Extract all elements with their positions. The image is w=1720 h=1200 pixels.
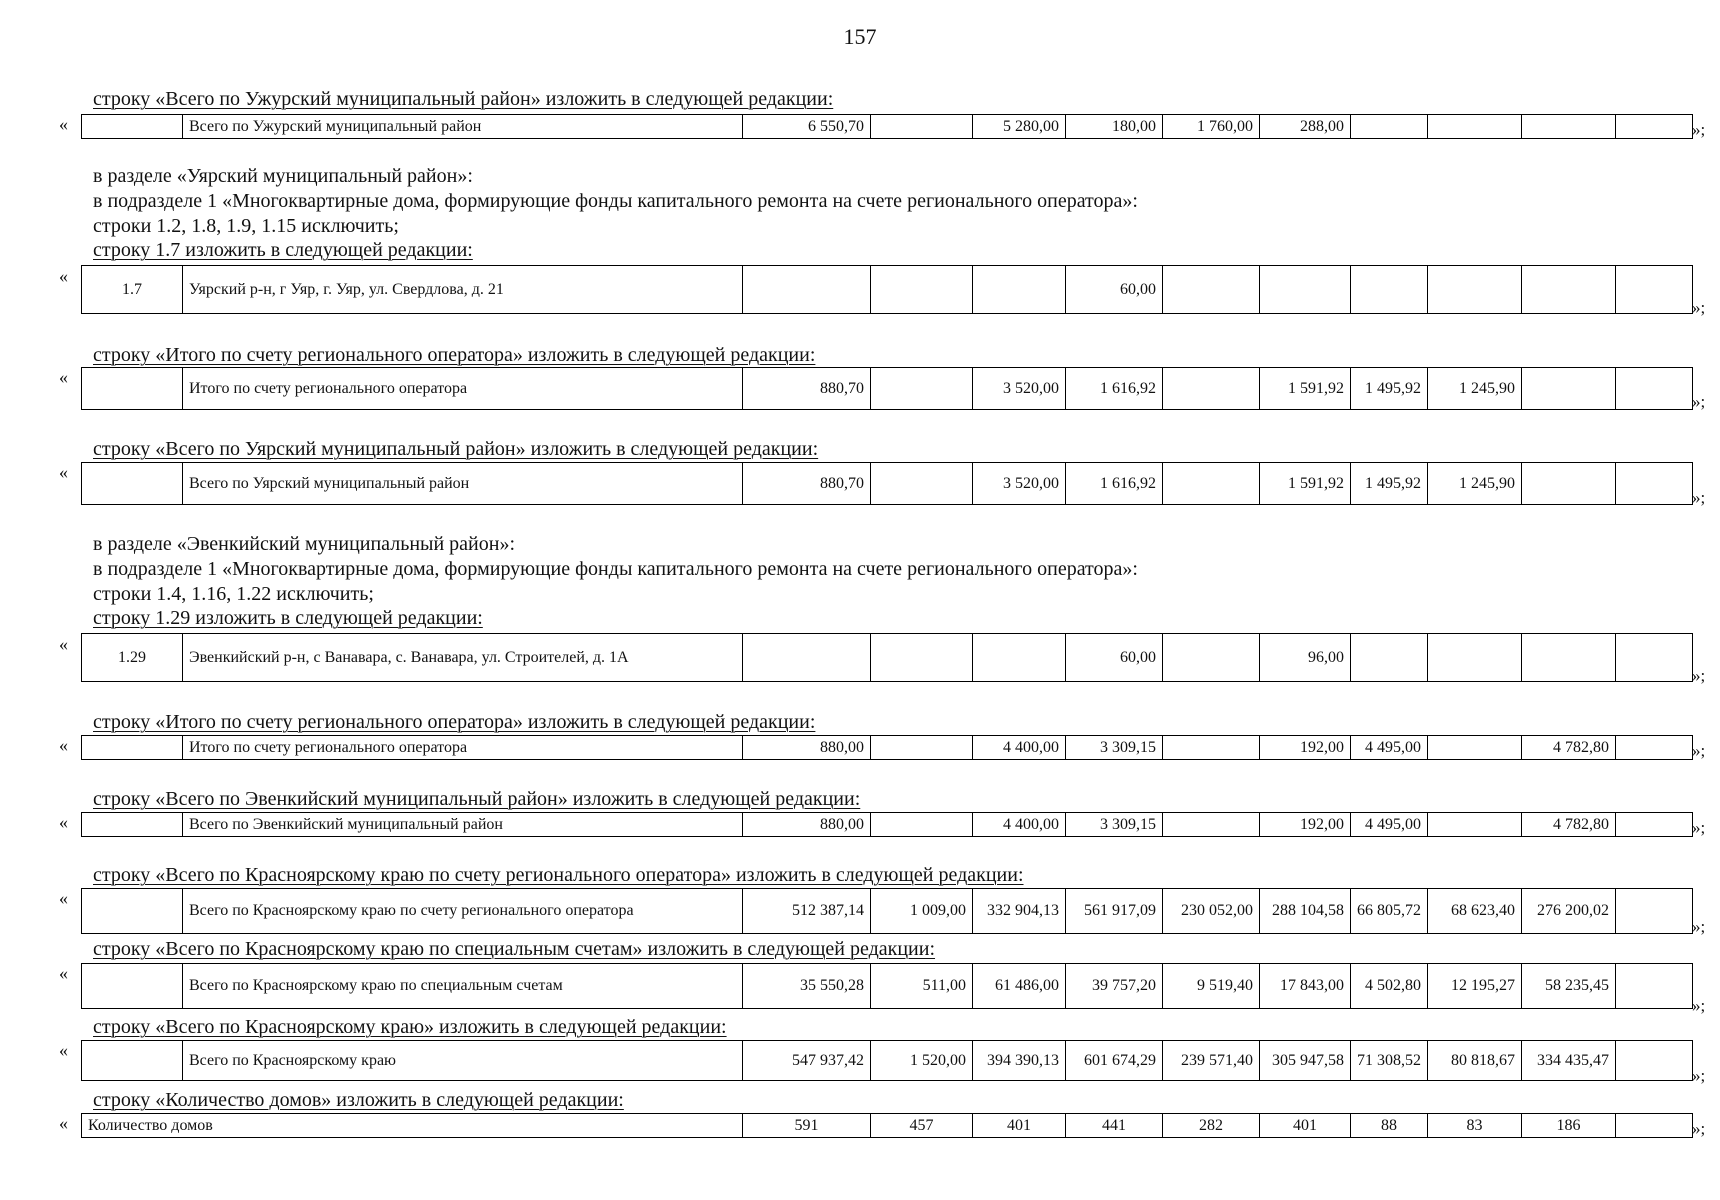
value-cell — [973, 266, 1066, 314]
row-number-cell: 1.29 — [82, 634, 183, 682]
value-cell: 68 623,40 — [1428, 889, 1522, 934]
value-cell: 1 616,92 — [1066, 368, 1163, 410]
value-cell: 305 947,58 — [1260, 1041, 1351, 1081]
value-cell — [1616, 368, 1693, 410]
value-cell: 332 904,13 — [973, 889, 1066, 934]
value-cell — [1616, 634, 1693, 682]
instruction-line: строку «Всего по Уярский муниципальный район» изложить в следующей редакции: — [93, 438, 819, 460]
value-cell: 880,00 — [743, 813, 871, 837]
amendment-row-table — [81, 114, 1693, 139]
instruction-line: строку «Всего по Красноярскому краю» изложить в следующей редакции: — [93, 1016, 727, 1038]
close-quote: »; — [1692, 298, 1706, 317]
row-name-cell: Итого по счету регионального оператора — [183, 736, 743, 760]
instruction-line: строку «Итого по счету регионального оператора» изложить в следующей редакции: — [93, 344, 816, 366]
value-cell: 61 486,00 — [973, 964, 1066, 1009]
open-quote: « — [59, 1040, 68, 1060]
value-cell — [1163, 266, 1260, 314]
open-quote: « — [59, 1113, 68, 1133]
instruction-line: строку «Всего по Ужурский муниципальный район» изложить в следующей редакции: — [93, 88, 834, 110]
value-cell: 288,00 — [1260, 115, 1351, 139]
value-cell: 1 760,00 — [1163, 115, 1260, 139]
amendment-row-table — [81, 367, 1693, 410]
value-cell: 401 — [973, 1114, 1066, 1138]
row-number-cell — [82, 368, 183, 410]
amendment-row-table — [81, 462, 1693, 505]
close-quote: »; — [1692, 666, 1706, 685]
value-cell — [1616, 1114, 1693, 1138]
value-cell: 6 550,70 — [743, 115, 871, 139]
open-quote: « — [59, 634, 68, 654]
value-cell: 880,70 — [743, 463, 871, 505]
page-number: 157 — [843, 24, 877, 49]
value-cell: 394 390,13 — [973, 1041, 1066, 1081]
instruction-line: строку «Всего по Эвенкийский муниципальный район» изложить в следующей редакции: — [93, 788, 861, 810]
value-cell: 230 052,00 — [1163, 889, 1260, 934]
value-cell — [1351, 115, 1428, 139]
value-cell — [1522, 266, 1616, 314]
value-cell — [871, 368, 973, 410]
value-cell: 4 495,00 — [1351, 736, 1428, 760]
subsection-heading: в подразделе 1 «Многоквартирные дома, формирующие фонды капитального ремонта на счете регионального оператора»: — [93, 190, 1138, 212]
value-cell: 39 757,20 — [1066, 964, 1163, 1009]
value-cell — [871, 813, 973, 837]
value-cell — [1428, 813, 1522, 837]
exclusion-line: строки 1.4, 1.16, 1.22 исключить; — [93, 583, 374, 605]
close-quote: »; — [1692, 996, 1706, 1015]
value-cell: 4 400,00 — [973, 736, 1066, 760]
value-cell: 80 818,67 — [1428, 1041, 1522, 1081]
value-cell: 4 782,80 — [1522, 736, 1616, 760]
value-cell — [1522, 463, 1616, 505]
value-cell: 71 308,52 — [1351, 1041, 1428, 1081]
value-cell — [871, 266, 973, 314]
close-quote: »; — [1692, 1119, 1706, 1138]
row-name-cell: Всего по Красноярскому краю по специальным счетам — [183, 964, 743, 1009]
open-quote: « — [59, 963, 68, 983]
value-cell: 880,00 — [743, 736, 871, 760]
value-cell — [1163, 368, 1260, 410]
value-cell: 1 616,92 — [1066, 463, 1163, 505]
value-cell — [871, 463, 973, 505]
value-cell: 1 520,00 — [871, 1041, 973, 1081]
row-name-cell: Всего по Красноярскому краю по счету регионального оператора — [183, 889, 743, 934]
open-quote: « — [59, 114, 68, 134]
value-cell: 276 200,02 — [1522, 889, 1616, 934]
row-name-cell: Итого по счету регионального оператора — [183, 368, 743, 410]
value-cell — [1522, 115, 1616, 139]
section-heading: в разделе «Эвенкийский муниципальный район»: — [93, 533, 516, 555]
value-cell: 4 782,80 — [1522, 813, 1616, 837]
value-cell — [743, 634, 871, 682]
amendment-row-table — [81, 735, 1693, 760]
value-cell — [1616, 266, 1693, 314]
value-cell — [1428, 634, 1522, 682]
value-cell — [1428, 266, 1522, 314]
exclusion-line: строки 1.2, 1.8, 1.9, 1.15 исключить; — [93, 215, 399, 237]
value-cell: 591 — [743, 1114, 871, 1138]
open-quote: « — [59, 888, 68, 908]
row-name-cell: Всего по Уярский муниципальный район — [183, 463, 743, 505]
amendment-row-table — [81, 1040, 1693, 1081]
row-number-cell — [82, 736, 183, 760]
row-number-cell — [82, 463, 183, 505]
value-cell — [1616, 115, 1693, 139]
value-cell: 288 104,58 — [1260, 889, 1351, 934]
value-cell: 12 195,27 — [1428, 964, 1522, 1009]
value-cell: 83 — [1428, 1114, 1522, 1138]
value-cell — [1616, 1041, 1693, 1081]
value-cell: 1 009,00 — [871, 889, 973, 934]
row-name-cell: Эвенкийский р-н, с Ванавара, с. Ванавара, ул. Строителей, д. 1А — [183, 634, 743, 682]
value-cell: 1 245,90 — [1428, 463, 1522, 505]
value-cell: 192,00 — [1260, 813, 1351, 837]
close-quote: »; — [1692, 488, 1706, 507]
value-cell — [1163, 736, 1260, 760]
value-cell: 1 495,92 — [1351, 463, 1428, 505]
value-cell: 4 495,00 — [1351, 813, 1428, 837]
value-cell — [1351, 266, 1428, 314]
value-cell: 1 495,92 — [1351, 368, 1428, 410]
value-cell — [1616, 463, 1693, 505]
value-cell: 547 937,42 — [743, 1041, 871, 1081]
value-cell: 180,00 — [1066, 115, 1163, 139]
close-quote: »; — [1692, 120, 1706, 139]
open-quote: « — [59, 462, 68, 482]
amendment-row-table — [81, 265, 1693, 314]
value-cell — [1260, 266, 1351, 314]
value-cell: 60,00 — [1066, 634, 1163, 682]
open-quote: « — [59, 812, 68, 832]
value-cell: 192,00 — [1260, 736, 1351, 760]
amendment-row-table — [81, 1113, 1693, 1138]
row-name-cell: Количество домов — [82, 1114, 743, 1138]
value-cell — [1616, 813, 1693, 837]
open-quote: « — [59, 735, 68, 755]
value-cell: 1 591,92 — [1260, 368, 1351, 410]
value-cell: 5 280,00 — [973, 115, 1066, 139]
row-number-cell: 1.7 — [82, 266, 183, 314]
value-cell: 457 — [871, 1114, 973, 1138]
value-cell: 88 — [1351, 1114, 1428, 1138]
value-cell — [1522, 634, 1616, 682]
instruction-line: строку «Всего по Красноярскому краю по счету регионального оператора» изложить в следующей редакции: — [93, 864, 1024, 886]
value-cell: 35 550,28 — [743, 964, 871, 1009]
value-cell — [1616, 736, 1693, 760]
instruction-line: строку 1.7 изложить в следующей редакции: — [93, 239, 473, 261]
amendment-row-table — [81, 633, 1693, 682]
value-cell: 60,00 — [1066, 266, 1163, 314]
value-cell — [871, 634, 973, 682]
value-cell — [1616, 889, 1693, 934]
value-cell: 561 917,09 — [1066, 889, 1163, 934]
value-cell — [1428, 115, 1522, 139]
row-name-cell: Всего по Эвенкийский муниципальный район — [183, 813, 743, 837]
row-name-cell: Уярский р-н, г Уяр, г. Уяр, ул. Свердлова, д. 21 — [183, 266, 743, 314]
value-cell — [1522, 368, 1616, 410]
close-quote: »; — [1692, 917, 1706, 936]
value-cell: 282 — [1163, 1114, 1260, 1138]
value-cell: 3 309,15 — [1066, 813, 1163, 837]
row-number-cell — [82, 813, 183, 837]
row-name-cell: Всего по Красноярскому краю — [183, 1041, 743, 1081]
value-cell: 96,00 — [1260, 634, 1351, 682]
value-cell — [871, 115, 973, 139]
value-cell: 334 435,47 — [1522, 1041, 1616, 1081]
value-cell: 4 502,80 — [1351, 964, 1428, 1009]
section-heading: в разделе «Уярский муниципальный район»: — [93, 165, 473, 187]
amendment-row-table — [81, 812, 1693, 837]
value-cell: 3 520,00 — [973, 368, 1066, 410]
value-cell — [1163, 463, 1260, 505]
value-cell — [1428, 736, 1522, 760]
value-cell — [743, 266, 871, 314]
close-quote: »; — [1692, 818, 1706, 837]
value-cell: 239 571,40 — [1163, 1041, 1260, 1081]
row-name-cell: Всего по Ужурский муниципальный район — [183, 115, 743, 139]
value-cell: 17 843,00 — [1260, 964, 1351, 1009]
value-cell — [1163, 813, 1260, 837]
value-cell: 401 — [1260, 1114, 1351, 1138]
subsection-heading: в подразделе 1 «Многоквартирные дома, формирующие фонды капитального ремонта на счете регионального оператора»: — [93, 558, 1138, 580]
value-cell: 512 387,14 — [743, 889, 871, 934]
value-cell: 441 — [1066, 1114, 1163, 1138]
close-quote: »; — [1692, 741, 1706, 760]
row-number-cell — [82, 115, 183, 139]
value-cell: 58 235,45 — [1522, 964, 1616, 1009]
instruction-line: строку 1.29 изложить в следующей редакции: — [93, 607, 483, 629]
value-cell: 1 591,92 — [1260, 463, 1351, 505]
open-quote: « — [59, 266, 68, 286]
value-cell — [973, 634, 1066, 682]
value-cell: 3 520,00 — [973, 463, 1066, 505]
value-cell: 511,00 — [871, 964, 973, 1009]
instruction-line: строку «Количество домов» изложить в следующей редакции: — [93, 1089, 624, 1111]
value-cell — [1616, 964, 1693, 1009]
value-cell: 186 — [1522, 1114, 1616, 1138]
row-number-cell — [82, 964, 183, 1009]
value-cell: 1 245,90 — [1428, 368, 1522, 410]
value-cell: 9 519,40 — [1163, 964, 1260, 1009]
open-quote: « — [59, 367, 68, 387]
instruction-line: строку «Итого по счету регионального оператора» изложить в следующей редакции: — [93, 711, 816, 733]
value-cell: 601 674,29 — [1066, 1041, 1163, 1081]
row-number-cell — [82, 1041, 183, 1081]
value-cell: 66 805,72 — [1351, 889, 1428, 934]
value-cell: 3 309,15 — [1066, 736, 1163, 760]
value-cell: 4 400,00 — [973, 813, 1066, 837]
amendment-row-table — [81, 963, 1693, 1009]
close-quote: »; — [1692, 392, 1706, 411]
amendment-row-table — [81, 888, 1693, 934]
close-quote: »; — [1692, 1066, 1706, 1085]
row-number-cell — [82, 889, 183, 934]
value-cell — [1351, 634, 1428, 682]
value-cell — [871, 736, 973, 760]
value-cell: 880,70 — [743, 368, 871, 410]
instruction-line: строку «Всего по Красноярскому краю по специальным счетам» изложить в следующей редакции: — [93, 938, 936, 960]
value-cell — [1163, 634, 1260, 682]
